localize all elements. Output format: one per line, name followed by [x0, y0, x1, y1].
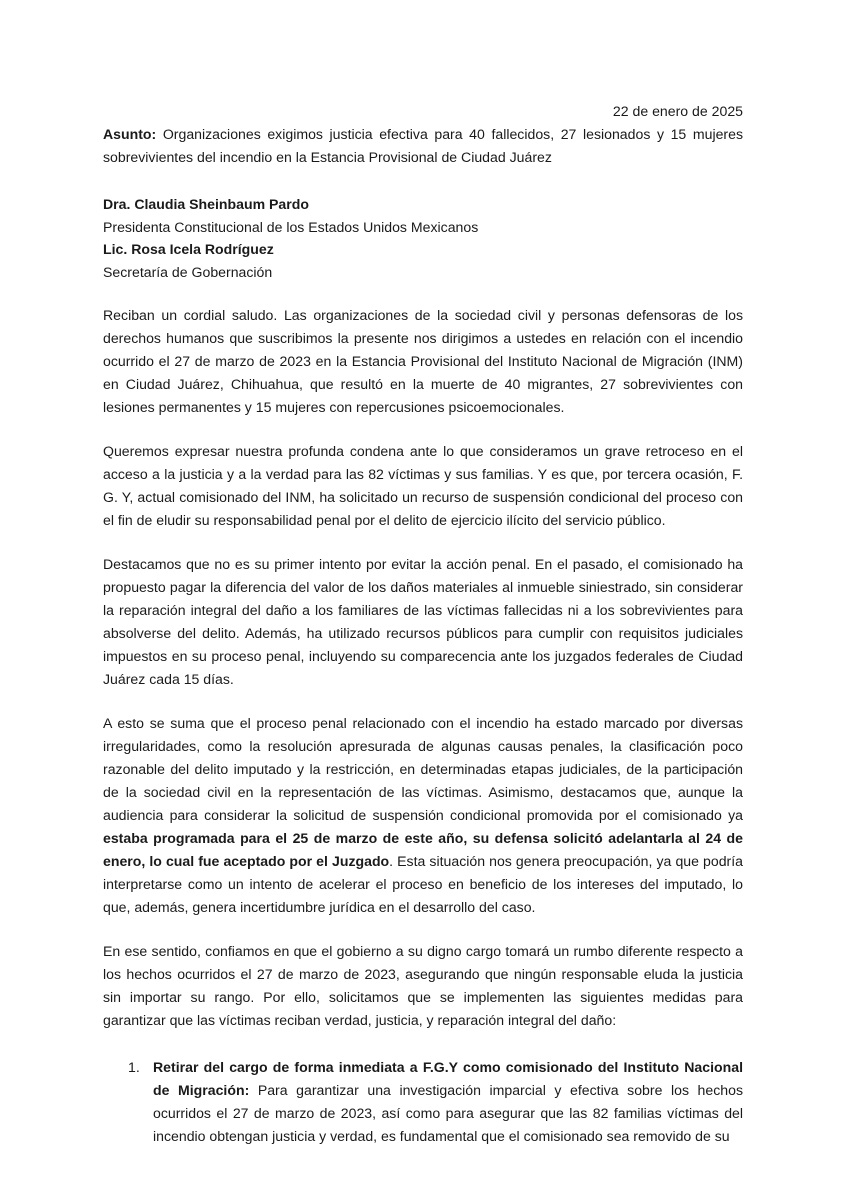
- list-item-text: Para garantizar una investigación imparcial y efectiva sobre los hechos ocurridos el 27 de marzo de 2023, así como para asegurar que las 82 familias víctimas del incendio obtengan justicia y verdad, es fundamental que el comisionado sea removido de su: [153, 1082, 743, 1144]
- list-item-number: 1.: [128, 1059, 140, 1075]
- addressee-title: Presidenta Constitucional de los Estados Unidos Mexicanos: [103, 218, 479, 235]
- paragraph-prior-attempts: Destacamos que no es su primer intento por evitar la acción penal. En el pasado, el comisionado ha propuesto pagar la diferencia del valor de los daños materiales al inmueble siniestrado, sin considerar la reparación integral del daño a los familiares de las víctimas fallecidas ni a los sobrevivientes para absolverse del delito. Además, ha utilizado recursos públicos para cumplir con requisitos judiciales impuestos en su proceso penal, incluyendo su comparecencia ante los juzgados federales de Ciudad Juárez cada 15 días.: [103, 556, 743, 687]
- addressee-title: Secretaría de Gobernación: [103, 263, 273, 280]
- letter-date: 22 de enero de 2025: [612, 103, 743, 119]
- paragraph-text: A esto se suma que el proceso penal relacionado con el incendio ha estado marcado por diversas irregularidades, como la resolución apresurada de algunas causas penales, la clasificación poco razonable del delito imputado y la restricción, en determinadas etapas judiciales, de la participación de la sociedad civil en la representación de las víctimas. Asimismo, destacamos que, aunque la audiencia para considerar la solicitud de suspensión condicional promovida por el comisionado ya: [103, 715, 743, 823]
- demands-list: [103, 1056, 743, 1148]
- subject-label: Asunto:: [103, 126, 157, 142]
- subject-text: Organizaciones exigimos justicia efectiva para 40 fallecidos, 27 lesionados y 15 mujeres sobrevivientes del incendio en la Estancia Provisional de Ciudad Juárez: [103, 126, 743, 165]
- paragraph-emphasis: estaba programada para el 25 de marzo de este año, su defensa solicitó adelantarla al 24 de enero, lo cual fue aceptado por el Juzgado: [103, 830, 743, 869]
- paragraph-requests: En ese sentido, confiamos en que el gobierno a su digno cargo tomará un rumbo diferente respecto a los hechos ocurridos el 27 de marzo de 2023, asegurando que ningún responsable eluda la justicia sin importar su rango. Por ello, solicitamos que se implementen las siguientes medidas para garantizar que las víctimas reciban verdad, justicia, y reparación integral del daño:: [103, 943, 743, 1028]
- letter-page: [103, 100, 743, 1148]
- list-item-heading: Retirar del cargo de forma inmediata a F.G.Y como comisionado del Instituto Nacional de Migración:: [153, 1059, 743, 1098]
- addressee-block: [103, 193, 743, 283]
- paragraph-irregularities: [103, 712, 743, 919]
- paragraph-greeting: Reciban un cordial saludo. Las organizaciones de la sociedad civil y personas defensoras de los derechos humanos que suscribimos la presente nos dirigimos a ustedes en relación con el incendio ocurrido el 27 de marzo de 2023 en la Estancia Provisional del Instituto Nacional de Migración (INM) en Ciudad Juárez, Chihuahua, que resultó en la muerte de 40 migrantes, 27 sobrevivientes con lesiones permanentes y 15 mujeres con repercusiones psicoemocionales.: [103, 307, 743, 415]
- addressee-name: Dra. Claudia Sheinbaum Pardo: [103, 196, 309, 212]
- addressee-name: Lic. Rosa Icela Rodríguez: [103, 241, 274, 257]
- paragraph-condemnation: Queremos expresar nuestra profunda condena ante lo que consideramos un grave retroceso en el acceso a la justicia y a la verdad para las 82 víctimas y sus familias. Y es que, por tercera ocasión, F. G. Y, actual comisionado del INM, ha solicitado un recurso de suspensión condicional del proceso con el fin de eludir su responsabilidad penal por el delito de ejercicio ilícito del servicio público.: [103, 443, 743, 528]
- list-item: [128, 1056, 743, 1148]
- letter-subject: [103, 123, 743, 169]
- paragraph-text: . Esta situación nos genera preocupación, ya que podría interpretarse como un intento de acelerar el proceso en beneficio de los intereses del imputado, lo que, además, genera incertidumbre jurídica en el desarrollo del caso.: [103, 853, 744, 915]
